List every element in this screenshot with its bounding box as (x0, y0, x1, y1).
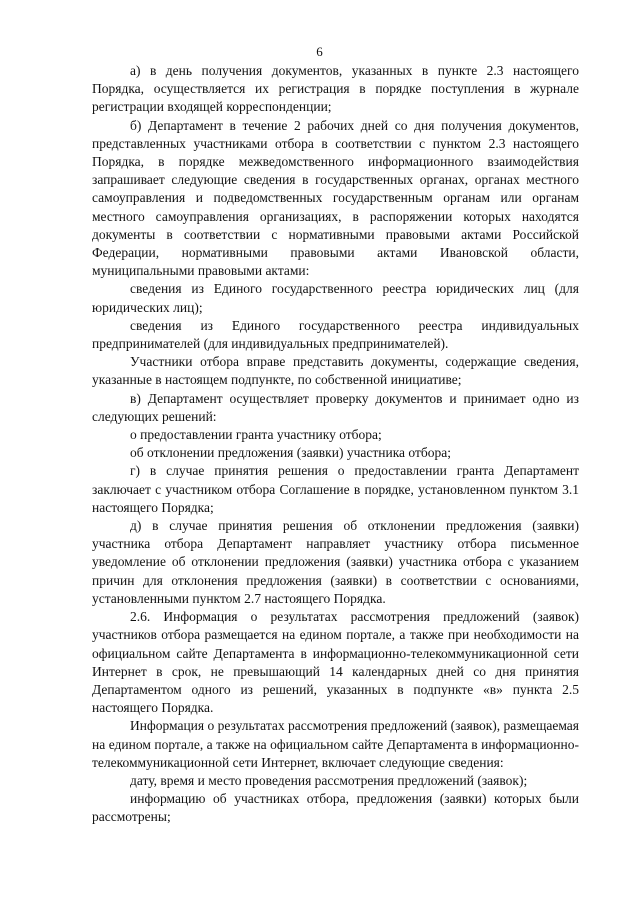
paragraph-rejection-decision: об отклонении предложения (заявки) участника отбора; (130, 445, 451, 461)
paragraph-d-rejection-notice: д) в случае принятия решения об отклонении предложения (заявки) участника отбора Департамент направляет участнику отбора письменное уведомление об отклонении предложения (заявки) участника отбора с указанием причин для отклонения предложения (заявки) в соответствии с основаниями, установленными пунктом 2.7 настоящего Порядка. (92, 518, 579, 606)
paragraph-own-initiative: Участники отбора вправе представить документы, содержащие сведения, указанные в настоящем подпункте, по собственной инициативе; (92, 354, 579, 388)
paragraph-b-interagency-request: б) Департамент в течение 2 рабочих дней со дня получения документов, представленных участниками отбора в соответствии с пунктом 2.3 настоящего Порядка, в порядке межведомственного информационного взаимодействия запрашивает следующие сведения в государственных органах, органах местного самоуправления и подведомственных государственным органам или органам местного самоуправления организациях, в распоряжении которых находятся документы в соответствии с нормативными правовыми актами Российской Федерации, нормативными правовыми актами Ивановской области, муниципальными правовыми актами: (92, 117, 579, 279)
paragraph-2-6-results-publication: 2.6. Информация о результатах рассмотрения предложений (заявок) участников отбора размещается на едином портале, а также при необходимости на официальном сайте Департамента в информационно-телекоммуникационной сети Интернет в срок, не превышающий 14 календарных дней со дня принятия Департаментом одного из решений, указанных в подпункте «в» пункта 2.5 настоящего Порядка. (92, 609, 579, 716)
paragraph-grant-decision: о предоставлении гранта участнику отбора; (130, 427, 382, 443)
page-number: 6 (316, 44, 323, 59)
paragraph-egrip: сведения из Единого государственного реестра индивидуальных предпринимателей (для индивидуальных предпринимателей). (92, 317, 579, 352)
paragraph-participants-info: информацию об участниках отбора, предложения (заявки) которых были рассмотрены; (92, 791, 579, 825)
document-body (92, 62, 579, 827)
paragraph-v-verification: в) Департамент осуществляет проверку документов и принимает одно из следующих решений: (92, 390, 579, 424)
paragraph-egrul: сведения из Единого государственного реестра юридических лиц (для юридических лиц); (92, 281, 579, 315)
paragraph-results-content: Информация о результатах рассмотрения предложений (заявок), размещаемая на едином портале, а также на официальном сайте Департамента в информационно-телекоммуникационной сети Интернет, включает следующие сведения: (92, 718, 579, 770)
paragraph-date-time-place: дату, время и место проведения рассмотрения предложений (заявок); (130, 772, 528, 788)
paragraph-a-registration: а) в день получения документов, указанных в пункте 2.3 настоящего Порядка, осуществляется их регистрация в порядке поступления в журнале регистрации входящей корреспонденции; (92, 63, 579, 115)
paragraph-g-agreement: г) в случае принятия решения о предоставлении гранта Департамент заключает с участником отбора Соглашение в порядке, установленном пунктом 3.1 настоящего Порядка; (92, 463, 579, 515)
